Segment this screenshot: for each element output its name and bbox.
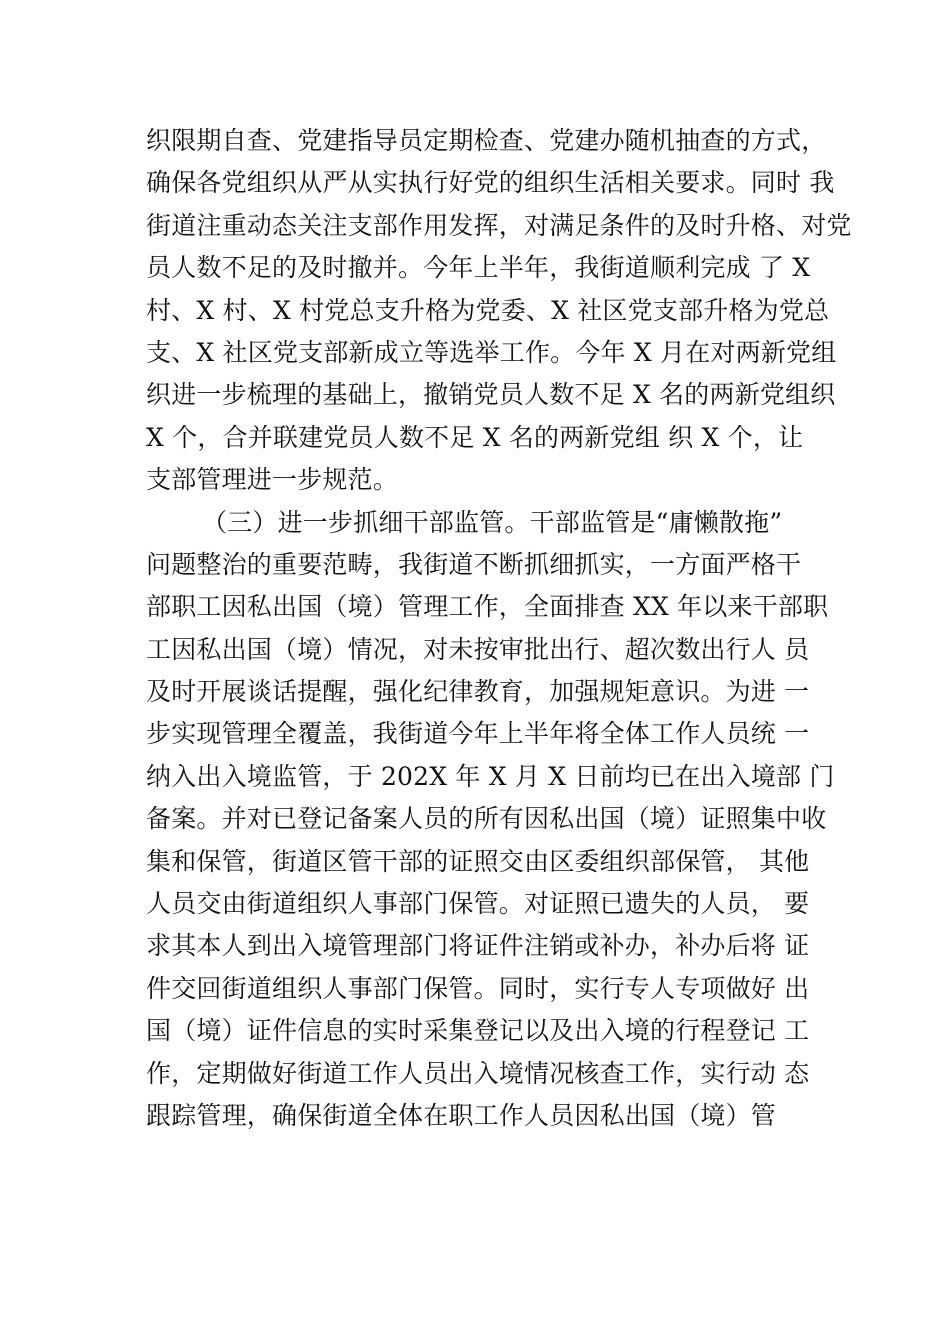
text-line: 支、X 社区党支部新成立等选举工作。今年 X 月在对两新党组 <box>146 337 837 367</box>
text-line: 国（境）证件信息的实时采集登记以及出入境的行程登记 工 <box>146 1016 810 1046</box>
text-line: 集和保管，街道区管干部的证照交由区委组织部保管， 其他 <box>146 846 810 876</box>
text-line: 人员交由街道组织人事部门保管。对证照已遗失的人员， 要 <box>146 889 810 919</box>
text-line: 及时开展谈话提醒，强化纪律教育，加强规矩意识。为进 一 <box>146 677 810 707</box>
text-line: 作，定期做好街道工作人员出入境情况核查工作，实行动 态 <box>146 1058 810 1088</box>
text-line: 织进一步梳理的基础上，撤销党员人数不足 X 名的两新党组织 <box>146 380 836 410</box>
text-line: X 个，合并联建党员人数不足 X 名的两新党组 织 X 个，让 <box>146 422 804 452</box>
text-line: 村、X 村、X 村党总支升格为党委、X 社区党支部升格为党总 <box>146 295 830 325</box>
text-line: 支部管理进一步规范。 <box>146 465 399 495</box>
text-line: 件交回街道组织人事部门保管。同时，实行专人专项做好 出 <box>146 973 810 1003</box>
text-line: 步实现管理全覆盖，我街道今年上半年将全体工作人员统 一 <box>146 719 810 749</box>
text-line: 确保各党组织从严从实执行好党的组织生活相关要求。同时 我 <box>146 168 835 198</box>
text-line: 备案。并对已登记备案人员的所有因私出国（境）证照集中收 <box>146 804 827 834</box>
section-heading-line: （三）进一步抓细干部监管。干部监管是“庸懒散拖” <box>202 507 783 537</box>
text-line: 纳入出入境监管，于 202X 年 X 月 X 日前均已在出入境部 门 <box>146 761 835 791</box>
text-line: 部职工因私出国（境）管理工作，全面排查 XX 年以来干部职 <box>146 592 829 622</box>
text-line: 问题整治的重要范畴，我街道不断抓细抓实，一方面严格干 <box>146 549 802 579</box>
text-line: 求其本人到出入境管理部门将证件注销或补办，补办后将 证 <box>146 931 810 961</box>
text-line: 街道注重动态关注支部作用发挥，对满足条件的及时升格、对党 <box>146 210 852 240</box>
text-line: 织限期自查、党建指导员定期检查、党建办随机抽查的方式， <box>146 126 827 155</box>
text-line: 员人数不足的及时撤并。今年上半年，我街道顺利完成 了 X <box>146 253 811 283</box>
text-line: 工因私出国（境）情况，对未按审批出行、超次数出行人 员 <box>146 634 810 664</box>
text-line: 跟踪管理，确保街道全体在职工作人员因私出国（境）管 <box>146 1100 777 1130</box>
body-text <box>146 120 852 1137</box>
